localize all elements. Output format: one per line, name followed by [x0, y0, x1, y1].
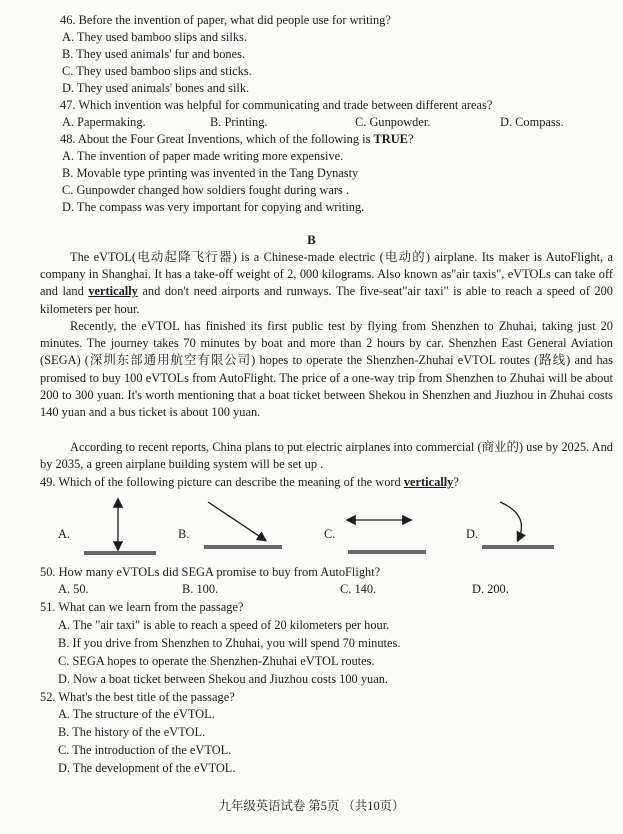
q46-option-c: C. They used bamboo slips and sticks.: [62, 64, 252, 78]
question-48-stem: 48. About the Four Great Inventions, which of the following is TRUE?: [60, 132, 414, 146]
question-50-stem: 50. How many eVTOLs did SEGA promise to buy from AutoFlight?: [40, 565, 381, 579]
q48-option-c: C. Gunpowder changed how soldiers fought during wars .: [62, 183, 349, 197]
q50-option-d: D. 200.: [472, 582, 509, 596]
q47-option-b: B. Printing.: [210, 115, 268, 129]
q48-option-b: B. Movable type printing was invented in the Tang Dynasty: [62, 166, 359, 180]
page-footer: 九年级英语试卷 第5页 （共10页）: [218, 799, 405, 813]
q52-option-b: B. The history of the eVTOL.: [58, 725, 206, 739]
q46-option-a: A. They used bamboo slips and silks.: [62, 30, 247, 44]
question-49-stem: 49. Which of the following picture can describe the meaning of the word vertically?: [40, 475, 459, 489]
q49-label-b: B.: [178, 527, 190, 541]
q52-option-c: C. The introduction of the eVTOL.: [58, 743, 232, 757]
q49-label-d: D.: [466, 527, 479, 541]
q51-option-b: B. If you drive from Shenzhen to Zhuhai, you will spend 70 minutes.: [58, 636, 401, 650]
q50-option-a: A. 50.: [58, 582, 89, 596]
passage-paragraph-2: Recently, the eVTOL has finished its first public test by flying from Shenzhen to Zhuhai, taking just 20 minutes. The journey takes 70 minutes by boat and more than 2 hours by car. Shenzhen East General Aviation (SEGA) (深圳东部通用航空有限公司) hopes to operate the Shenzhen-Zhuhai eVTOL routes (路线) and has promised to buy 100 eVTOLs from AutoFlight. The price of a one-way trip from Shenzhen to Zhuhai will be about 200 to 300 yuan. It's worth mentioning that a boat ticket between Shekou in Shenzhen and Jiuzhou in Zhuhai costs 140 yuan and a bus ticket is about 100 yuan.: [40, 319, 613, 420]
keyword-vertically: vertically: [88, 284, 138, 299]
q51-option-d: D. Now a boat ticket between Shekou and Jiuzhou costs 100 yuan.: [58, 672, 389, 686]
picture-c-horizontal-arrow: [348, 520, 426, 554]
q50-option-b: B. 100.: [182, 582, 219, 596]
q47-option-a: A. Papermaking.: [62, 115, 146, 129]
q46-option-d: D. They used animals' bones and silk.: [62, 81, 250, 95]
q47-option-d: D. Compass.: [500, 115, 564, 129]
section-b-heading: B: [307, 232, 316, 247]
q50-option-c: C. 140.: [340, 582, 377, 596]
q51-option-c: C. SEGA hopes to operate the Shenzhen-Zhuhai eVTOL routes.: [58, 654, 375, 668]
picture-d-curved-arrow: [482, 502, 554, 549]
question-51-stem: 51. What can we learn from the passage?: [40, 600, 244, 614]
passage-paragraph-1: The eVTOL(电动起降飞行器) is a Chinese-made electric (电动的) airplane. Its maker is AutoFlight, a company in Shanghai. It has a take-off weight of 2, 000 kilograms. Also known as"air taxis", eVTOLs can take off and land vertically and don't need airports and runways. The five-seat"air taxi" is able to reach a speed of 200 kilometers per hour.: [40, 250, 613, 316]
q51-option-a: A. The "air taxi" is able to reach a speed of 20 kilometers per hour.: [58, 618, 390, 632]
question-46-stem: 46. Before the invention of paper, what did people use for writing?: [60, 13, 391, 27]
q48-option-d: D. The compass was very important for copying and writing.: [62, 200, 365, 214]
q47-option-c: C. Gunpowder.: [355, 115, 431, 129]
q46-option-b: B. They used animals' fur and bones.: [62, 47, 246, 61]
picture-a-vertical-arrow: [84, 500, 156, 555]
passage-paragraph-3: According to recent reports, China plans to put electric airplanes into commercial (商业的) use by 2025. And by 2035, a green airplane building system will be set up .: [40, 440, 613, 472]
question-47-stem: 47. Which invention was helpful for communicating and trade between different areas?: [60, 98, 493, 112]
q48-option-a: A. The invention of paper made writing more expensive.: [62, 149, 344, 163]
picture-b-diagonal-arrow: [204, 502, 282, 549]
q52-option-d: D. The development of the eVTOL.: [58, 761, 236, 775]
q49-label-a: A.: [58, 527, 71, 541]
q49-label-c: C.: [324, 527, 336, 541]
q52-option-a: A. The structure of the eVTOL.: [58, 707, 215, 721]
question-52-stem: 52. What's the best title of the passage?: [40, 690, 235, 704]
